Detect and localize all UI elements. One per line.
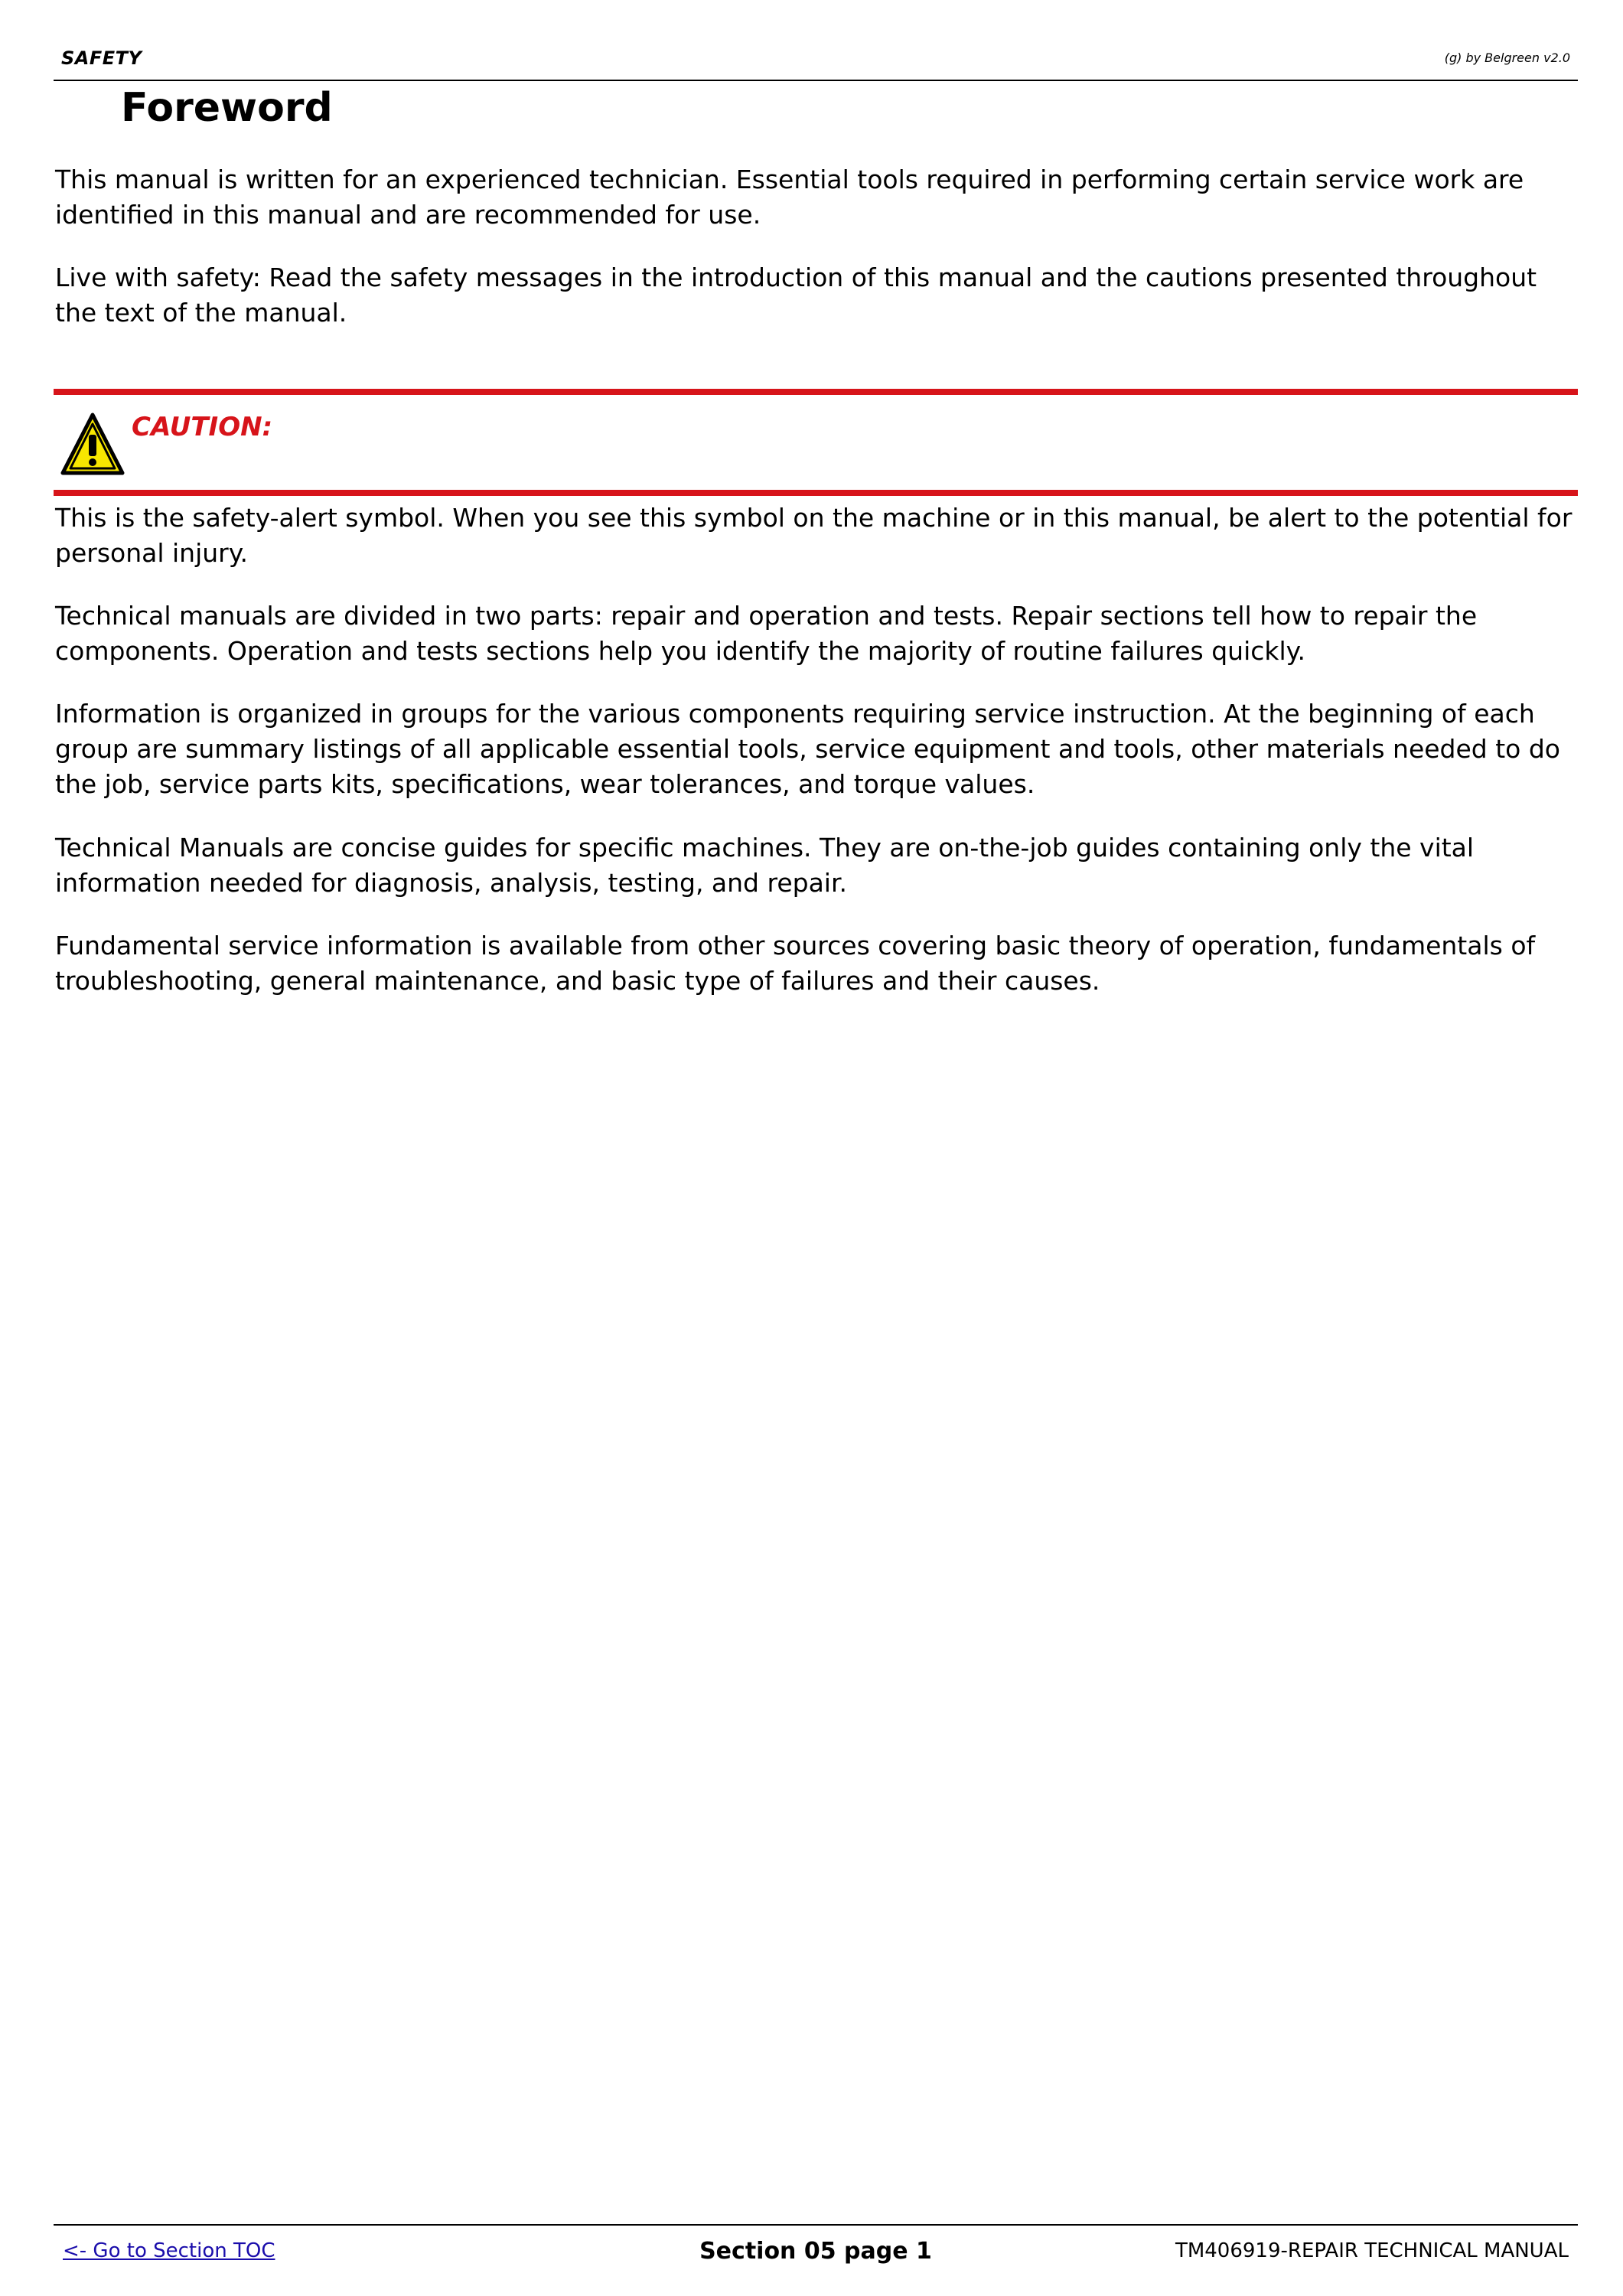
- page-header: [54, 40, 1578, 81]
- caution-box: [54, 389, 1578, 496]
- page-number: Section 05 page 1: [699, 2238, 932, 2265]
- body-paragraph: Technical manuals are divided in two parts: repair and operation and tests. Repair sections tell how to repair the components. Operation and tests sections help you identify the majority of routine failures quickly.: [55, 601, 1478, 666]
- section-label: SAFETY: [61, 47, 142, 69]
- page-title: Foreword: [121, 85, 333, 131]
- manual-id: TM406919-REPAIR TECHNICAL MANUAL: [1175, 2239, 1569, 2262]
- intro-paragraph: This manual is written for an experienced technician. Essential tools required in performing certain service work are identified in this manual and are recommended for use.: [55, 165, 1524, 230]
- page-footer: [54, 2224, 1578, 2272]
- body-paragraph: Information is organized in groups for the various components requiring service instruction. At the beginning of each group are summary listings of all applicable essential tools, service equipment and tools, other materials needed to do the job, service parts kits, specifications, wear tolerances, and torque values.: [55, 699, 1560, 799]
- intro-paragraph: Live with safety: Read the safety messages in the introduction of this manual and the cautions presented throughout the text of the manual.: [55, 263, 1537, 328]
- caution-label: CAUTION:: [132, 412, 273, 442]
- body-paragraph: Fundamental service information is available from other sources covering basic theory of operation, fundamentals of troubleshooting, general maintenance, and basic type of failures and their causes.: [55, 931, 1536, 996]
- credit-text: (g) by Belgreen v2.0: [1444, 51, 1570, 65]
- section-toc-link[interactable]: <- Go to Section TOC: [63, 2239, 275, 2262]
- body-paragraph: Technical Manuals are concise guides for specific machines. They are on-the-job guides containing only the vital information needed for diagnosis, analysis, testing, and repair.: [55, 833, 1475, 898]
- warning-triangle-icon: [60, 412, 125, 478]
- body-paragraph: This is the safety-alert symbol. When you see this symbol on the machine or in this manual, be alert to the potential for personal injury.: [55, 503, 1572, 568]
